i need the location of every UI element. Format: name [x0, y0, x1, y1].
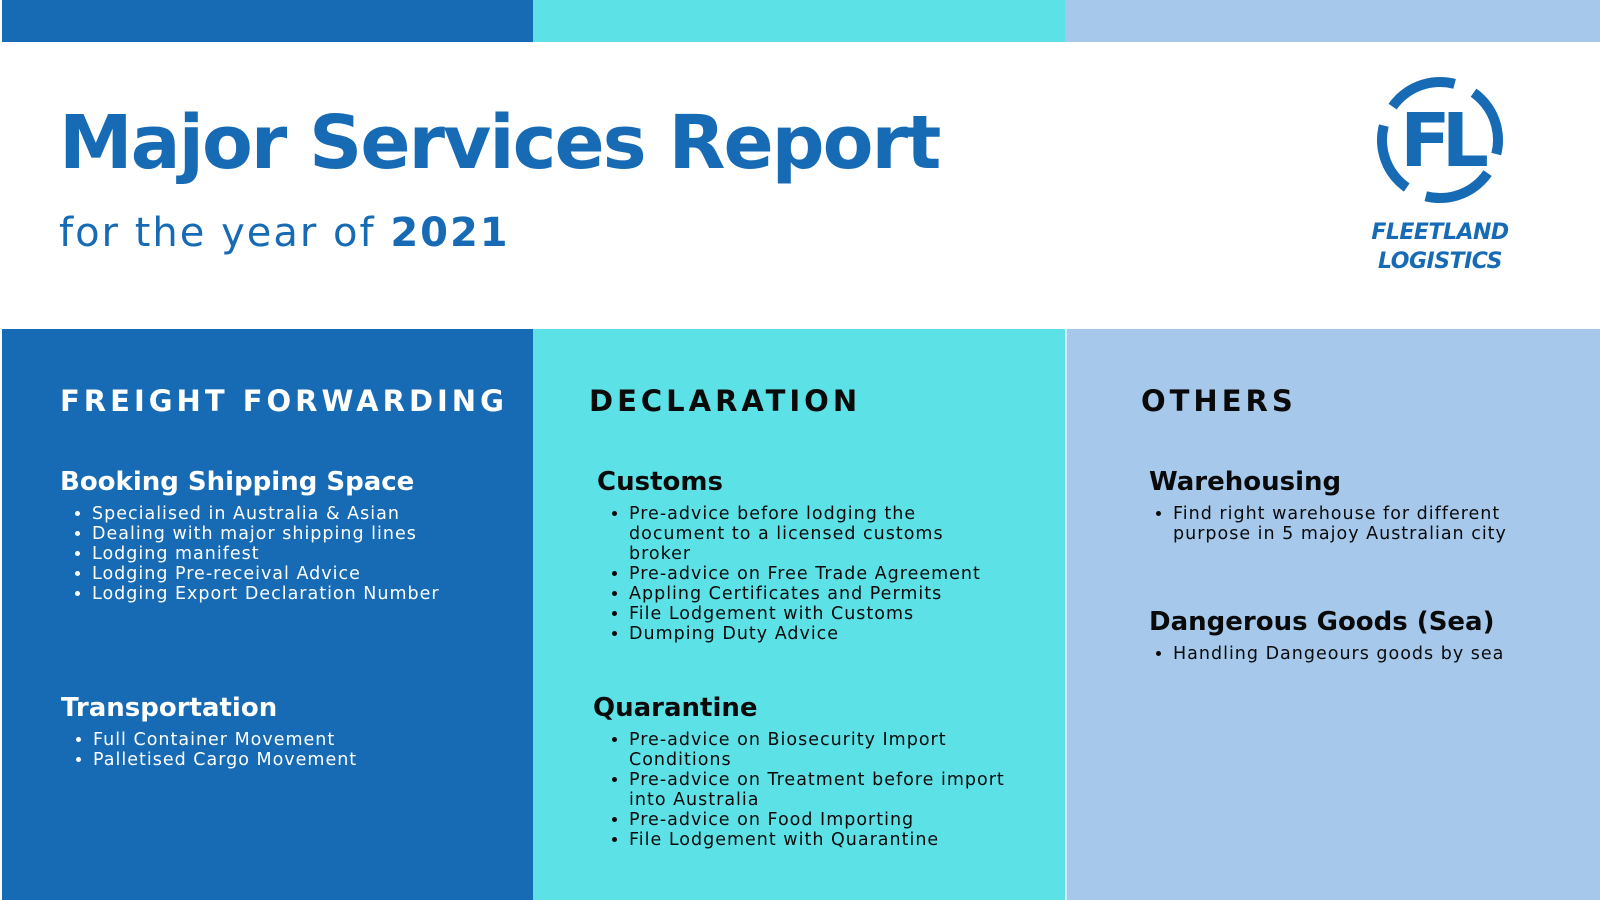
logo-line-1: FLEETLAND	[1371, 220, 1509, 245]
logo-monogram: FL	[1400, 98, 1480, 184]
list-item: • Lodging Export Declaration Number	[92, 584, 460, 604]
top-accent-bar-dark-blue	[2, 0, 533, 42]
section-dangerous-goods	[1149, 605, 1569, 664]
list-item: • Lodging manifest	[92, 544, 460, 564]
section-title: Quarantine	[593, 693, 758, 723]
logo-text	[1366, 218, 1514, 276]
section-quarantine	[593, 691, 1005, 850]
service-list	[60, 504, 460, 604]
subtitle-prefix: for the year of	[59, 210, 376, 256]
list-item: • File Lodgement with Quarantine	[629, 830, 1005, 850]
section-transportation	[61, 691, 481, 770]
section-title: Transportation	[61, 693, 278, 723]
section-warehousing	[1149, 465, 1559, 544]
list-item: • File Lodgement with Customs	[629, 604, 997, 624]
section-title: Dangerous Goods (Sea)	[1149, 607, 1495, 637]
list-item: • Pre-advice on Treatment before import into Australia	[629, 770, 1005, 810]
freight-forwarding-column	[2, 329, 533, 900]
service-list	[597, 504, 997, 644]
column-heading: OTHERS	[1141, 384, 1297, 418]
list-item: • Find right warehouse for different purpose in 5 majoy Australian city	[1173, 504, 1559, 544]
section-title: Booking Shipping Space	[60, 467, 415, 497]
list-item: • Pre-advice on Biosecurity Import Conditions	[629, 730, 1005, 770]
service-list	[1149, 644, 1569, 664]
company-logo	[1366, 72, 1514, 276]
list-item: • Pre-advice on Free Trade Agreement	[629, 564, 997, 584]
service-list	[593, 730, 1005, 850]
logo-line-2: LOGISTICS	[1378, 249, 1502, 274]
declaration-column	[533, 329, 1065, 900]
list-item: • Palletised Cargo Movement	[93, 750, 481, 770]
top-accent-bar-cyan	[533, 0, 1065, 42]
fl-monogram-icon	[1372, 72, 1508, 208]
column-heading: DECLARATION	[589, 384, 862, 418]
list-item: • Specialised in Australia & Asian	[92, 504, 460, 524]
report-subtitle	[59, 210, 510, 256]
list-item: • Pre-advice on Food Importing	[629, 810, 1005, 830]
list-item: • Lodging Pre-receival Advice	[92, 564, 460, 584]
list-item: • Dumping Duty Advice	[629, 624, 997, 644]
list-item: • Full Container Movement	[93, 730, 481, 750]
list-item: • Pre-advice before lodging the document to a licensed customs broker	[629, 504, 997, 564]
list-item: • Appling Certificates and Permits	[629, 584, 997, 604]
report-year: 2021	[390, 210, 510, 256]
service-list	[61, 730, 481, 770]
list-item: • Handling Dangeours goods by sea	[1173, 644, 1569, 664]
section-title: Warehousing	[1149, 467, 1342, 497]
service-list	[1149, 504, 1559, 544]
section-title: Customs	[597, 467, 723, 497]
list-item: • Dealing with major shipping lines	[92, 524, 460, 544]
section-booking-shipping-space	[60, 465, 460, 604]
top-accent-bar-light-blue	[1065, 0, 1600, 42]
others-column	[1066, 329, 1600, 900]
section-customs	[597, 465, 997, 644]
report-title: Major Services Report	[59, 100, 940, 186]
column-heading: FREIGHT FORWARDING	[60, 384, 508, 418]
